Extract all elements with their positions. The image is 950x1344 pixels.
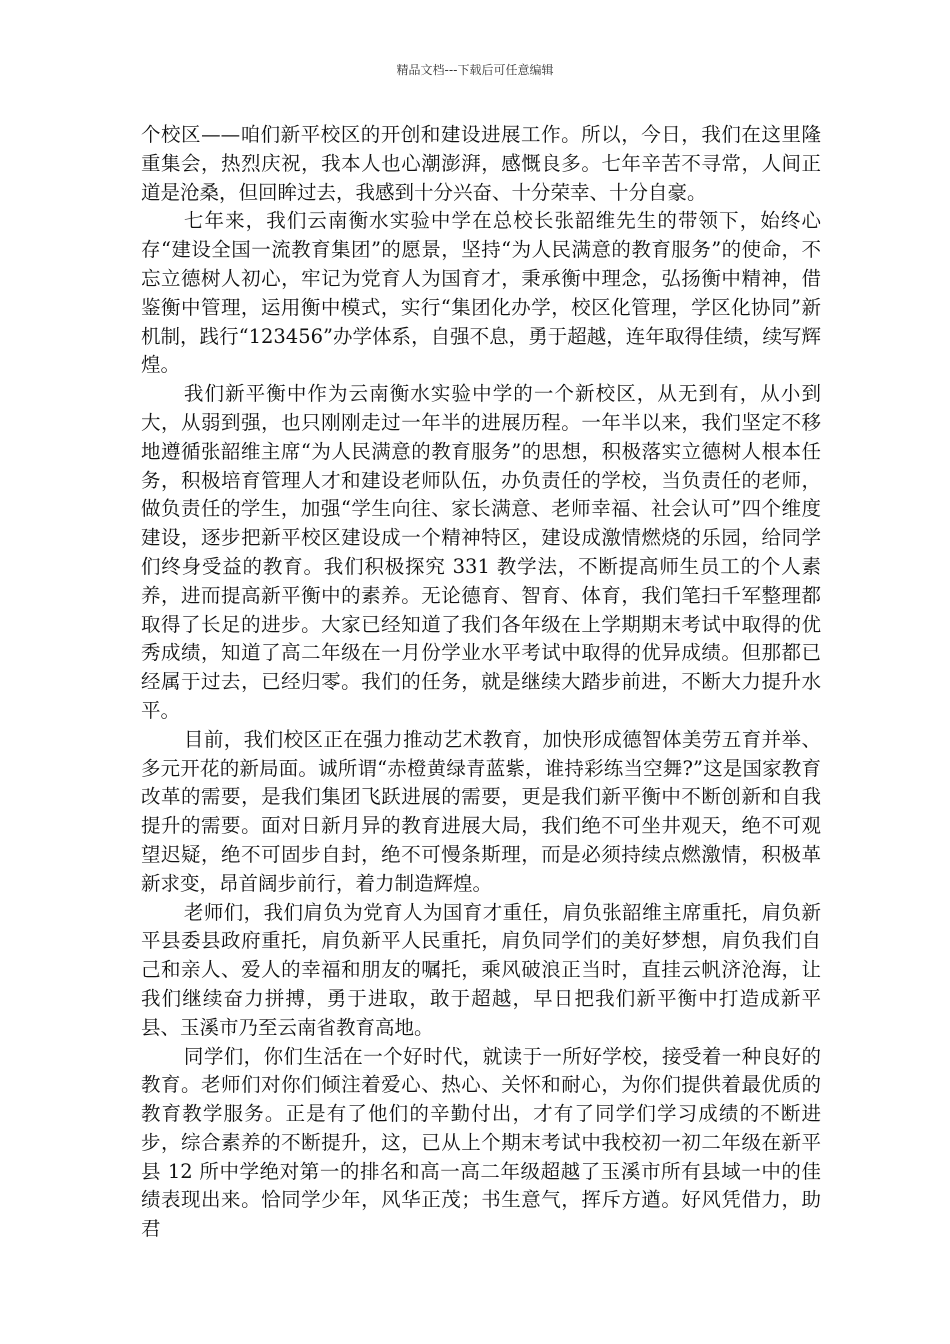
paragraph: 七年来，我们云南衡水实验中学在总校长张韶维先生的带领下，始终心存“建设全国一流教育集团”的愿景，坚持“为人民满意的教育服务”的使命，不忘立德树人初心，牢记为党育人为国育才，秉承衡中理念，弘扬衡中精神，借鉴衡中管理，运用衡中模式，实行“集团化办学，校区化管理，学区化协同”新机制，践行“123456”办学体系，自强不息，勇于超越，连年取得佳绩，续写辉煌。 xyxy=(141,209,821,377)
paragraph: 我们新平衡中作为云南衡水实验中学的一个新校区，从无到有，从小到大，从弱到强，也只刚刚走过一年半的进展历程。一年半以来，我们坚定不移地遵循张韶维主席“为人民满意的教育服务”的思想，积极落实立德树人根本任务，积极培育管理人才和建设老师队伍，办负责任的学校，当负责任的老师，做负责任的学生，加强“学生向往、家长满意、老师幸福、社会认可”四个维度建设，逐步把新平校区建设成一个精神特区，建设成激情燃烧的乐园，给同学们终身受益的教育。我们积极探究 331 教学法，不断提高师生员工的个人素养，进而提高新平衡中的素养。无论德育、智育、体育，我们笔扫千军整理都取得了长足的进步。大家已经知道了我们各年级在上学期期末考试中取得的优秀成绩，知道了高二年级在一月份学业水平考试中取得的优异成绩。但那都已经属于过去，已经归零。我们的任务，就是继续大踏步前进，不断大力提升水平。 xyxy=(141,382,821,722)
document-body xyxy=(141,121,821,1244)
paragraph: 老师们，我们肩负为党育人为国育才重任，肩负张韶维主席重托，肩负新平县委县政府重托，肩负新平人民重托，肩负同学们的美好梦想，肩负我们自己和亲人、爱人的幸福和朋友的嘱托，乘风破浪正当时，直挂云帆济沧海，让我们继续奋力拼搏，勇于进取，敢于超越，早日把我们新平衡中打造成新平县、玉溪市乃至云南省教育高地。 xyxy=(141,900,821,1039)
page-header: 精品文档---下载后可任意编辑 xyxy=(396,63,554,77)
paragraph: 目前，我们校区正在强力推动艺术教育，加快形成德智体美劳五育并举、多元开花的新局面。诚所谓“赤橙黄绿青蓝紫，谁持彩练当空舞?”这是国家教育改革的需要，是我们集团飞跃进展的需要，更是我们新平衡中不断创新和自我提升的需要。面对日新月异的教育进展大局，我们绝不可坐井观天，绝不可观望迟疑，绝不可固步自封，绝不可慢条斯理，而是必须持续点燃激情，积极革新求变，昂首阔步前行，着力制造辉煌。 xyxy=(141,727,821,895)
paragraph: 个校区——咱们新平校区的开创和建设进展工作。所以，今日，我们在这里隆重集会，热烈庆祝，我本人也心潮澎湃，感慨良多。七年辛苦不寻常，人间正道是沧桑，但回眸过去，我感到十分兴奋、十分荣幸、十分自豪。 xyxy=(141,123,821,204)
paragraph: 同学们，你们生活在一个好时代，就读于一所好学校，接受着一种良好的教育。老师们对你们倾注着爱心、热心、关怀和耐心，为你们提供着最优质的教育教学服务。正是有了他们的辛勤付出，才有了同学们学习成绩的不断进步，综合素养的不断提升，这，已从上个期末考试中我校初一初二年级在新平县 12 所中学绝对第一的排名和高一高二年级超越了玉溪市所有县域一中的佳绩表现出来。恰同学少年，风华正茂；书生意气，挥斥方遒。好风凭借力，助君 xyxy=(141,1044,821,1241)
